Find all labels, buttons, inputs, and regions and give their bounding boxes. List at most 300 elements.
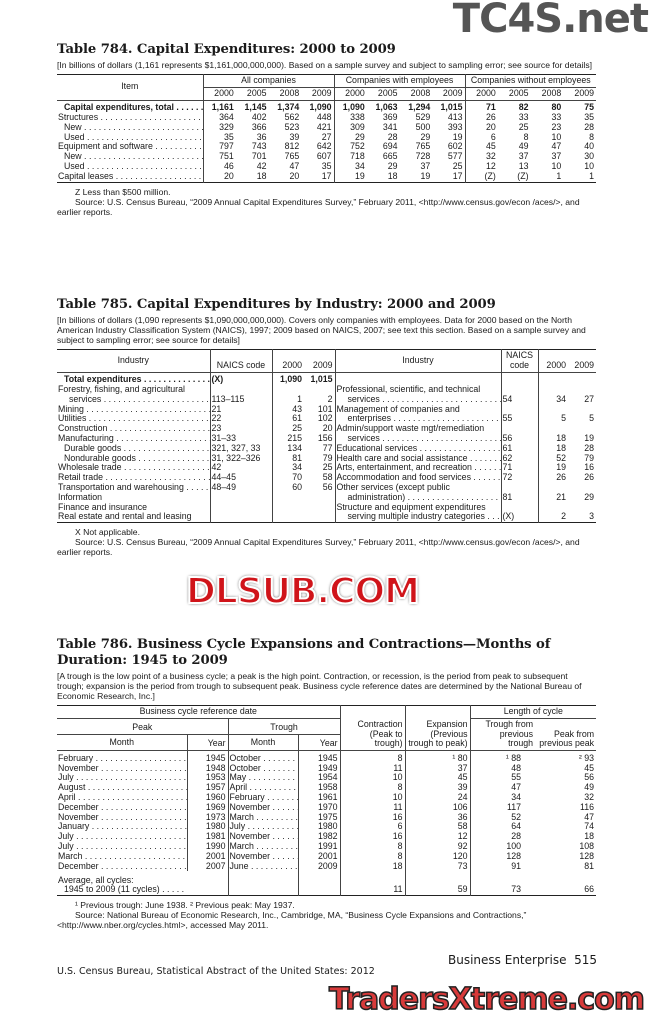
naics-code: 21 — [210, 405, 272, 415]
cell: 74 — [584, 821, 595, 832]
trough-header: Trough — [228, 718, 340, 734]
average-label: 1945 to 2009 (11 cycles) . . . — [57, 885, 187, 895]
cell: 1,090 — [342, 102, 365, 113]
cell: 329 — [219, 121, 234, 132]
naics-code: 44–45 — [210, 473, 272, 483]
cell: 49 — [584, 782, 595, 793]
cell: 16 — [584, 462, 594, 473]
cell: 128 — [579, 850, 595, 861]
cell: 66 — [584, 884, 595, 895]
industry-label: Health care and social assistance . . . — [335, 454, 501, 464]
table-784-note: [In billions of dollars (1,161 represents $1,161,000,000,000). Based on a sample survey and subject to sampling error; see source for details] — [57, 60, 593, 70]
cell: 33 — [551, 112, 562, 123]
cell: 523 — [284, 121, 300, 132]
naics-code: 54 — [501, 395, 538, 405]
naics-code — [210, 493, 272, 503]
cell: 8 — [340, 842, 405, 852]
cell: 29 — [387, 161, 398, 172]
cell: 11 — [340, 885, 405, 895]
cell: 25 — [304, 463, 335, 473]
cell: 45 — [405, 773, 470, 783]
naics-code: 71 — [501, 463, 538, 473]
month-cell: December . . . — [57, 803, 187, 813]
cell: 5 — [561, 413, 566, 424]
cell: 18 — [340, 862, 405, 872]
cell: 12 — [485, 161, 496, 172]
industry-label: Information — [57, 493, 210, 503]
cell: 18 — [256, 170, 267, 181]
cell: 19 — [432, 133, 465, 143]
source-note: Source: National Bureau of Economic Research, Inc., Cambridge, MA, “Business Cycle Expansions and Contractions,” <http://www.nber.org/cycles.html>, accessed May 2011. — [57, 910, 527, 931]
cell: 52 — [511, 811, 522, 822]
cell: 1981 — [187, 832, 228, 842]
cell: 58 — [405, 822, 470, 832]
cell: 10 — [584, 161, 594, 172]
cell: 30 — [584, 151, 594, 162]
peak-from-previous-header: Peak from previous peak — [535, 718, 596, 750]
cell: 812 — [284, 141, 300, 152]
cell: 34 — [292, 462, 302, 473]
cell: 73 — [405, 862, 470, 872]
cell: 8 — [340, 852, 405, 862]
cell: 79 — [304, 454, 335, 464]
naics-code: (X) — [501, 512, 538, 522]
cell: 64 — [511, 821, 522, 832]
naics-header: NAICS code — [210, 350, 272, 373]
year-header: 2005 — [498, 87, 531, 100]
cell: 47 — [551, 141, 562, 152]
cell: 6 — [490, 131, 496, 142]
year-header: 2000 — [203, 87, 236, 100]
cell: ¹ 88 — [505, 752, 522, 763]
table-785-title: Table 785. Capital Expenditures by Industry: 2000 and 2009 — [57, 297, 496, 312]
cell: 1,294 — [408, 102, 431, 113]
year-header: 2009 — [563, 87, 596, 100]
cell: 91 — [511, 860, 522, 871]
page-footer-section — [448, 953, 597, 967]
table-row — [57, 385, 596, 395]
cell: 37 — [551, 151, 562, 162]
month-cell: January . . . — [57, 822, 187, 832]
cell: 25 — [432, 162, 465, 172]
cell: 25 — [518, 121, 529, 132]
cell — [538, 372, 568, 385]
cell: 5 — [589, 413, 594, 424]
month-cell: November . . . — [228, 852, 298, 862]
cell: 10 — [551, 161, 562, 172]
cell: 8 — [523, 131, 529, 142]
cell: 16 — [340, 813, 405, 823]
month-header: Month — [57, 734, 187, 750]
naics-code: 113–115 — [210, 395, 272, 405]
cell: 2001 — [298, 852, 340, 862]
cell: 1 — [556, 170, 562, 181]
cell: 21 — [556, 491, 566, 502]
cell: 39 — [289, 131, 300, 142]
month-cell: November . . . — [57, 764, 187, 774]
expansion-header: Expansion (Previous trough to peak) — [405, 706, 470, 751]
month-cell: August . . . — [57, 783, 187, 793]
cell: 341 — [382, 121, 398, 132]
cell: 1,090 — [301, 100, 334, 113]
table-row — [57, 512, 596, 522]
cell: 1991 — [298, 842, 340, 852]
cell: 1,063 — [375, 102, 398, 113]
naics-code: 31, 322–326 — [210, 454, 272, 464]
cell: 61 — [292, 413, 302, 424]
month-cell: February . . . — [228, 793, 298, 803]
cell: 80 — [551, 102, 562, 113]
cell: 8 — [340, 783, 405, 793]
cell: 33 — [518, 112, 529, 123]
cell: 23 — [551, 121, 562, 132]
naics-code — [210, 503, 272, 513]
cell — [568, 372, 596, 385]
cell: 128 — [506, 850, 522, 861]
cell: 45 — [485, 141, 496, 152]
cell: 34 — [511, 792, 522, 803]
naics-code: 321, 327, 33 — [210, 444, 272, 454]
table-784 — [57, 74, 596, 183]
cell: 8 — [589, 131, 594, 142]
cell: 402 — [251, 112, 267, 123]
table-row — [57, 483, 596, 493]
cell: 58 — [304, 473, 335, 483]
section-name: Business Enterprise — [448, 953, 567, 967]
naics-code: (X) — [210, 372, 272, 385]
table-row — [57, 751, 596, 764]
industry-label: Manufacturing . . . — [57, 434, 210, 444]
contraction-header: Contraction (Peak to trough) — [340, 706, 405, 751]
cell: 37 — [518, 151, 529, 162]
cell: 1982 — [298, 832, 340, 842]
table-row — [57, 372, 596, 385]
cell: 19 — [556, 462, 566, 473]
cell: 13 — [518, 161, 529, 172]
naics-header: NAICS code — [501, 350, 538, 373]
table-786-note: [A trough is the low point of a business cycle; a peak is the high point. Contraction, or recession, is the period from peak to subsequent trough; expansion is the period from trough to subsequent peak. Business cycle reference dates are determined by the National Bureau of Economic Research, Inc.] — [57, 671, 582, 701]
cell: 32 — [584, 792, 595, 803]
naics-code: 56 — [501, 434, 538, 444]
month-cell: February . . . — [57, 751, 187, 764]
cell: 17 — [432, 172, 465, 182]
table-785 — [57, 349, 596, 523]
cell: 2009 — [298, 862, 340, 872]
cell: 18 — [556, 442, 566, 453]
cell: 28 — [584, 442, 594, 453]
average-label: Average, all cycles: — [58, 874, 134, 885]
cell: 8 — [340, 751, 405, 764]
cell: 369 — [382, 112, 398, 123]
cell: 16 — [340, 832, 405, 842]
cell: 1949 — [298, 764, 340, 774]
naics-code: 31–33 — [210, 434, 272, 444]
cell: 743 — [251, 141, 267, 152]
naics-code: 72 — [501, 473, 538, 483]
cell: 82 — [518, 102, 529, 113]
page-number: 515 — [574, 953, 598, 967]
year-header: 2005 — [236, 87, 269, 100]
industry-label: Other services (except public — [335, 483, 501, 493]
cell: 47 — [511, 782, 522, 793]
industry-label: Total expenditures . . . — [57, 372, 210, 385]
cell: 36 — [256, 131, 267, 142]
row-label: New . . . — [57, 123, 203, 133]
month-cell: March . . . — [228, 813, 298, 823]
cell: 2 — [561, 511, 566, 522]
cell: 28 — [387, 131, 398, 142]
cell: 12 — [405, 832, 470, 842]
cell — [272, 493, 304, 503]
cell: 60 — [292, 482, 302, 493]
naics-code: 23 — [210, 424, 272, 434]
cell: (Z) — [484, 170, 496, 181]
industry-label: enterprises . . . — [335, 414, 501, 424]
cell: 765 — [284, 151, 300, 162]
cell: 40 — [584, 141, 594, 152]
cell: 101 — [304, 405, 335, 415]
naics-code — [210, 512, 272, 522]
cell: 28 — [511, 831, 522, 842]
industry-label: Educational services . . . — [335, 444, 501, 454]
month-cell: July . . . — [57, 842, 187, 852]
cell: 1975 — [298, 813, 340, 823]
year-header: 2005 — [367, 87, 400, 100]
source-note: Source: U.S. Census Bureau, “2009 Annual Capital Expenditures Survey,” February 2011, <http://www.census.gov/econ /aces/>, and earlier reports. — [57, 537, 580, 558]
cell: 393 — [432, 123, 465, 133]
row-label: Used . . . — [57, 162, 203, 172]
cell: 1 — [589, 170, 594, 181]
peak-header: Peak — [57, 718, 228, 734]
cell: 2007 — [187, 862, 228, 872]
watermark-logo: DLSUB.COM — [186, 571, 419, 612]
cell — [272, 512, 304, 522]
publisher-line: U.S. Census Bureau, Statistical Abstract of the United States: 2012 — [57, 966, 375, 977]
cell: 36 — [405, 813, 470, 823]
cell: 1,161 — [211, 102, 234, 113]
cell: 1,015 — [432, 100, 465, 113]
cell: 49 — [518, 141, 529, 152]
cell: 106 — [405, 803, 470, 813]
industry-label: Accommodation and food services . . . — [335, 473, 501, 483]
month-cell: November . . . — [57, 813, 187, 823]
group-header: Companies without employees — [465, 75, 596, 88]
industry-header: Industry — [57, 350, 210, 373]
cell: 215 — [287, 433, 302, 444]
table-row — [57, 871, 596, 885]
naics-code: 81 — [501, 493, 538, 503]
cell: 10 — [551, 131, 562, 142]
cell: 27 — [301, 133, 334, 143]
cell: 1960 — [187, 793, 228, 803]
table-784-section — [57, 42, 596, 217]
year-header: 2000 — [334, 87, 367, 100]
industry-label: services . . . — [335, 395, 501, 405]
table-row — [57, 503, 596, 513]
cell — [304, 503, 335, 513]
trough-from-previous-header: Trough from previous trough — [470, 718, 535, 750]
cell: 29 — [354, 131, 365, 142]
cell: 1945 — [298, 751, 340, 764]
cell: 26 — [485, 112, 496, 123]
group-header: Companies with employees — [334, 75, 465, 88]
table-784-footnotes — [57, 187, 596, 217]
cell: 102 — [304, 414, 335, 424]
month-cell: November . . . — [228, 832, 298, 842]
industry-label: Durable goods . . . — [57, 444, 210, 454]
cell: 47 — [289, 161, 300, 172]
cell: 1970 — [298, 803, 340, 813]
cell: 1980 — [187, 822, 228, 832]
cell: 46 — [223, 161, 234, 172]
cell: 413 — [432, 113, 465, 123]
month-cell: July . . . — [57, 773, 187, 783]
cell: 10 — [340, 773, 405, 783]
cell: 43 — [292, 403, 302, 414]
naics-code: 55 — [501, 414, 538, 424]
cell: 55 — [511, 772, 522, 783]
cell: 108 — [579, 841, 595, 852]
cell: 37 — [405, 764, 470, 774]
cell: 2 — [304, 395, 335, 405]
footnote: Z Less than $500 million. — [75, 186, 171, 197]
cell: 73 — [511, 884, 522, 895]
cell: 1980 — [298, 822, 340, 832]
cell: 602 — [432, 142, 465, 152]
cell: (Z) — [517, 170, 529, 181]
cell: 20 — [304, 424, 335, 434]
cell: 1945 — [187, 751, 228, 764]
cell: 26 — [556, 472, 566, 483]
cell: 29 — [420, 131, 431, 142]
month-cell: July . . . — [57, 832, 187, 842]
cell: 75 — [584, 102, 594, 113]
cell: 59 — [405, 885, 470, 895]
cell: 34 — [354, 161, 365, 172]
cell: 52 — [556, 452, 566, 463]
cell: 45 — [584, 762, 595, 773]
cell: 19 — [584, 433, 594, 444]
cell: 117 — [507, 801, 522, 812]
table-786-title: Table 786. Business Cycle Expansions and Contractions—Months of Duration: 1945 to 2009 — [57, 637, 551, 668]
industry-label: services . . . — [335, 434, 501, 444]
table-785-note: [In billions of dollars (1,090 represents $1,090,000,000,000). Covers only companies with employees. Data for 2000 based on the North American Industry Classification System (NAICS), 1997; 2009 based on NAICS, 2007; see text this section. Based on a sample survey and subject to sampling error; see source for details] — [57, 315, 586, 345]
year-header: 2009 — [304, 350, 335, 373]
cell: 1 — [297, 393, 302, 404]
cell: 6 — [340, 822, 405, 832]
cell: 24 — [405, 793, 470, 803]
industry-label: Construction . . . — [57, 424, 210, 434]
cell: 752 — [350, 141, 365, 152]
cell: 20 — [485, 121, 496, 132]
month-cell: March . . . — [228, 842, 298, 852]
cell: 500 — [415, 121, 431, 132]
cell: 56 — [304, 483, 335, 493]
cell: 19 — [420, 170, 431, 181]
group-header: All companies — [203, 75, 334, 88]
table-row — [57, 862, 596, 872]
table-row — [57, 172, 596, 182]
table-786-footnotes — [57, 900, 596, 930]
cell: 10 — [340, 793, 405, 803]
naics-code: 48–49 — [210, 483, 272, 493]
cell: 448 — [301, 113, 334, 123]
cell: 77 — [304, 444, 335, 454]
naics-code: 61 — [501, 444, 538, 454]
row-label: Structures . . . — [57, 113, 203, 123]
cell: 797 — [219, 141, 234, 152]
source-note: Source: U.S. Census Bureau, “2009 Annual Capital Expenditures Survey,” February 2011, <http://www.census.gov/econ /aces/>, and earlier reports. — [57, 196, 580, 217]
industry-label — [335, 372, 501, 385]
industry-label: Professional, scientific, and technical — [335, 385, 501, 395]
industry-label: Mining . . . — [57, 405, 210, 415]
cell: 2001 — [187, 852, 228, 862]
watermark-logo: TC4S.net — [452, 0, 648, 42]
table-785-footnotes — [57, 527, 596, 557]
cell: 35 — [301, 162, 334, 172]
industry-label: Real estate and rental and leasing — [57, 512, 210, 522]
cell: 81 — [584, 860, 595, 871]
row-label: Equipment and software . . . — [57, 142, 203, 152]
month-cell: April . . . — [57, 793, 187, 803]
year-header: Year — [187, 734, 228, 750]
row-label: Capital leases . . . — [57, 172, 203, 182]
year-header: 2000 — [272, 350, 304, 373]
industry-label: Admin/support waste mgt/remediation — [335, 424, 501, 434]
year-header: 2008 — [400, 87, 433, 100]
cell: 694 — [382, 141, 398, 152]
month-cell: March . . . — [57, 852, 187, 862]
cell: 134 — [287, 442, 302, 453]
industry-label: Arts, entertainment, and recreation . . . — [335, 463, 501, 473]
cell: 79 — [584, 452, 594, 463]
month-cell: July . . . — [228, 822, 298, 832]
row-label: Used . . . — [57, 133, 203, 143]
industry-header: Industry — [335, 350, 501, 373]
cell — [304, 512, 335, 522]
cell: 156 — [304, 434, 335, 444]
naics-code: 22 — [210, 414, 272, 424]
footnote: X Not applicable. — [75, 527, 140, 538]
year-header: 2000 — [465, 87, 498, 100]
month-cell: April . . . — [228, 783, 298, 793]
cell: 1961 — [298, 793, 340, 803]
year-header: 2000 — [538, 350, 568, 373]
cell: 19 — [354, 170, 365, 181]
cell: 120 — [405, 852, 470, 862]
cell: 1954 — [298, 773, 340, 783]
cell: 32 — [485, 151, 496, 162]
cell: 71 — [485, 102, 496, 113]
cell: 11 — [340, 764, 405, 774]
cell: ¹ 80 — [405, 751, 470, 764]
cell — [304, 493, 335, 503]
cell: 29 — [584, 491, 594, 502]
cell: 1969 — [187, 803, 228, 813]
cell: 421 — [301, 123, 334, 133]
cell: 37 — [420, 161, 431, 172]
industry-label: Nondurable goods . . . — [57, 454, 210, 464]
naics-code — [501, 372, 538, 385]
cell: 18 — [584, 831, 595, 842]
month-cell: May . . . — [228, 773, 298, 783]
item-header: Item — [57, 75, 203, 101]
length-header: Length of cycle — [470, 706, 596, 719]
cell: 3 — [589, 511, 594, 522]
year-header: Year — [298, 734, 340, 750]
industry-label: serving multiple industry categories . . . — [335, 512, 501, 522]
table-785-section — [57, 297, 596, 557]
